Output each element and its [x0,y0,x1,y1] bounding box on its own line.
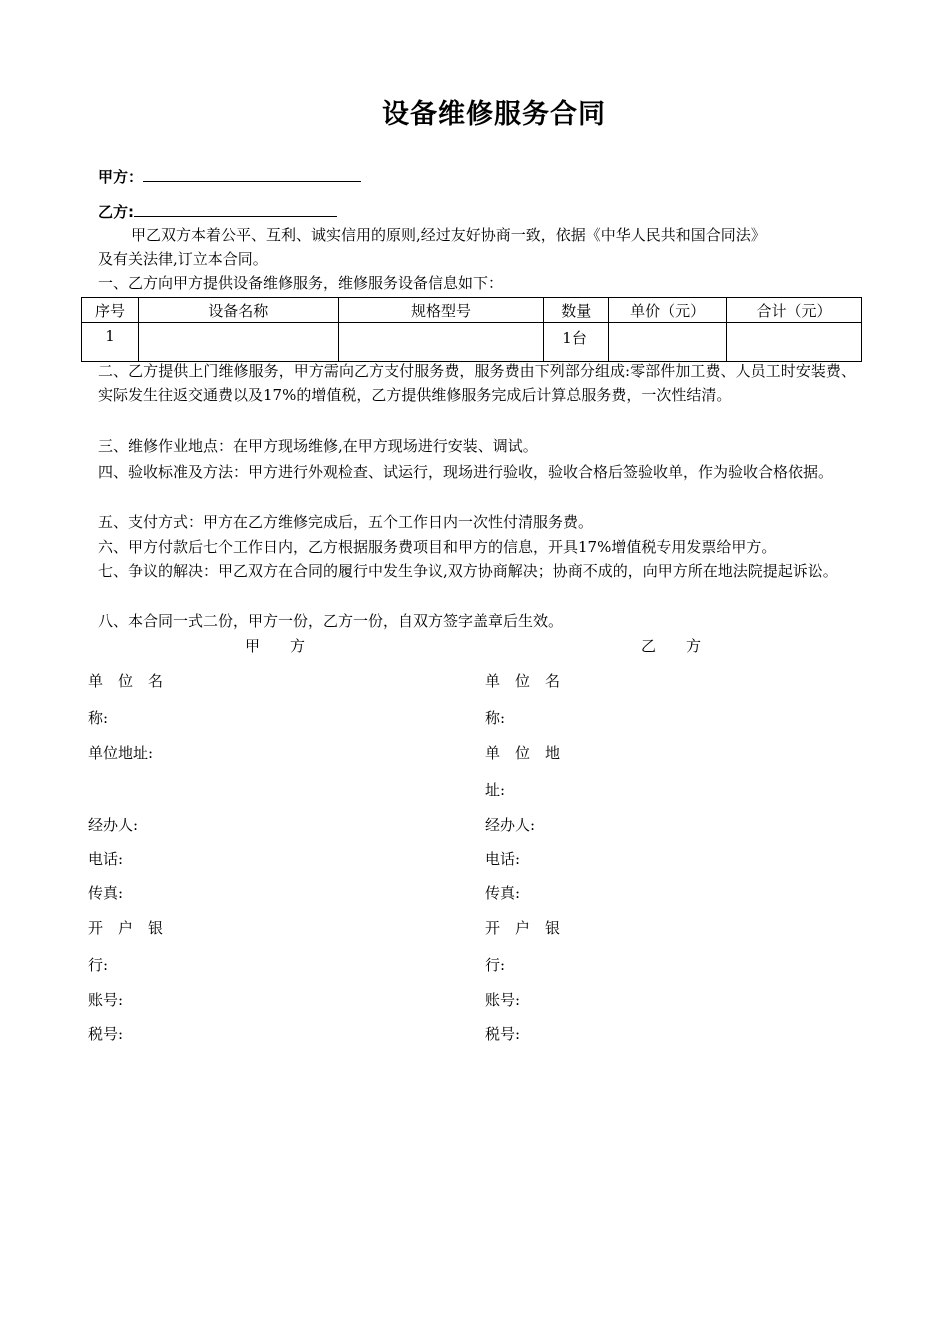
party-b-blank [134,202,337,217]
clause-7: 七、争议的解决：甲乙双方在合同的履行中发生争议,双方协商解决；协商不成的，向甲方所在地法院提起诉讼。 [98,562,838,580]
table-header-cell: 序号 [82,298,139,323]
clause-1: 一、乙方向甲方提供设备维修服务，维修服务设备信息如下： [98,274,504,292]
party-a-unit-name-cont: 称: [88,709,109,727]
intro-line-1: 甲乙双方本着公平、互利、诚实信用的原则,经过友好协商一致，依据《中华人民共和国合同法》 [131,226,766,244]
party-b-label: 乙方: [98,203,134,221]
table-header-cell: 设备名称 [138,298,338,323]
clause-6: 六、甲方付款后七个工作日内，乙方根据服务费项目和甲方的信息，开具17%增值税专用发票给甲方。 [98,538,777,556]
party-a-unit-name: 单位名 [88,672,179,690]
table-cell [338,323,544,362]
party-b-heading: 乙 方 [641,637,702,655]
table-cell: 1 [82,323,139,362]
party-a-phone: 电话: [88,850,124,868]
clause-4: 四、验收标准及方法：甲方进行外观检查、试运行，现场进行验收，验收合格后签验收单，作为验收合格依据。 [98,463,834,481]
party-a-address: 单位地址: [88,744,154,762]
party-b-agent: 经办人: [485,816,536,834]
party-a-bank-cont: 行: [88,956,109,974]
table-cell: 1台 [544,323,609,362]
party-a-fax: 传真: [88,884,124,902]
clause-3: 三、维修作业地点：在甲方现场维修,在甲方现场进行安装、调试。 [98,437,538,455]
clause-2: 二、乙方提供上门维修服务，甲方需向乙方支付服务费，服务费由下列部分组成:零部件加工费、人员工时安装费、实际发生往返交通费以及17%的增值税，乙方提供维修服务完成后计算总服务费，一次性结清。 [98,362,856,404]
party-a-agent: 经办人: [88,816,139,834]
table-row [82,323,862,362]
party-b-bank: 开户银 [485,919,576,937]
party-b-bank-cont: 行: [485,956,506,974]
party-b-phone: 电话: [485,850,521,868]
party-b-fax: 传真: [485,884,521,902]
party-a-tax: 税号: [88,1025,124,1043]
party-b-unit-name: 单位名 [485,672,576,690]
equipment-table [81,297,862,362]
party-b-line [98,201,337,222]
party-b-tax: 税号: [485,1025,521,1043]
party-a-account: 账号: [88,991,124,1009]
table-header-row [82,298,862,323]
party-b-address-cont: 址: [485,781,506,799]
party-b-address: 单位地 [485,744,576,762]
table-cell [609,323,727,362]
table-header-cell: 数量 [544,298,609,323]
table-header-cell: 合计（元） [727,298,862,323]
party-a-heading: 甲 方 [245,637,306,655]
party-b-unit-name-cont: 称: [485,709,506,727]
table-header-cell: 规格型号 [338,298,544,323]
party-a-label: 甲方： [98,168,144,186]
party-a-blank [143,167,361,182]
party-a-line [98,166,361,187]
clause-5: 五、支付方式：甲方在乙方维修完成后，五个工作日内一次性付清服务费。 [98,513,594,531]
table-cell [138,323,338,362]
table-cell [727,323,862,362]
intro-line-2: 及有关法律,订立本合同。 [98,250,268,268]
table-header-cell: 单价（元） [609,298,727,323]
document-title: 设备维修服务合同 [382,99,606,130]
clause-8: 八、本合同一式二份，甲方一份，乙方一份，自双方签字盖章后生效。 [98,612,564,630]
party-a-bank: 开户银 [88,919,179,937]
party-b-account: 账号: [485,991,521,1009]
